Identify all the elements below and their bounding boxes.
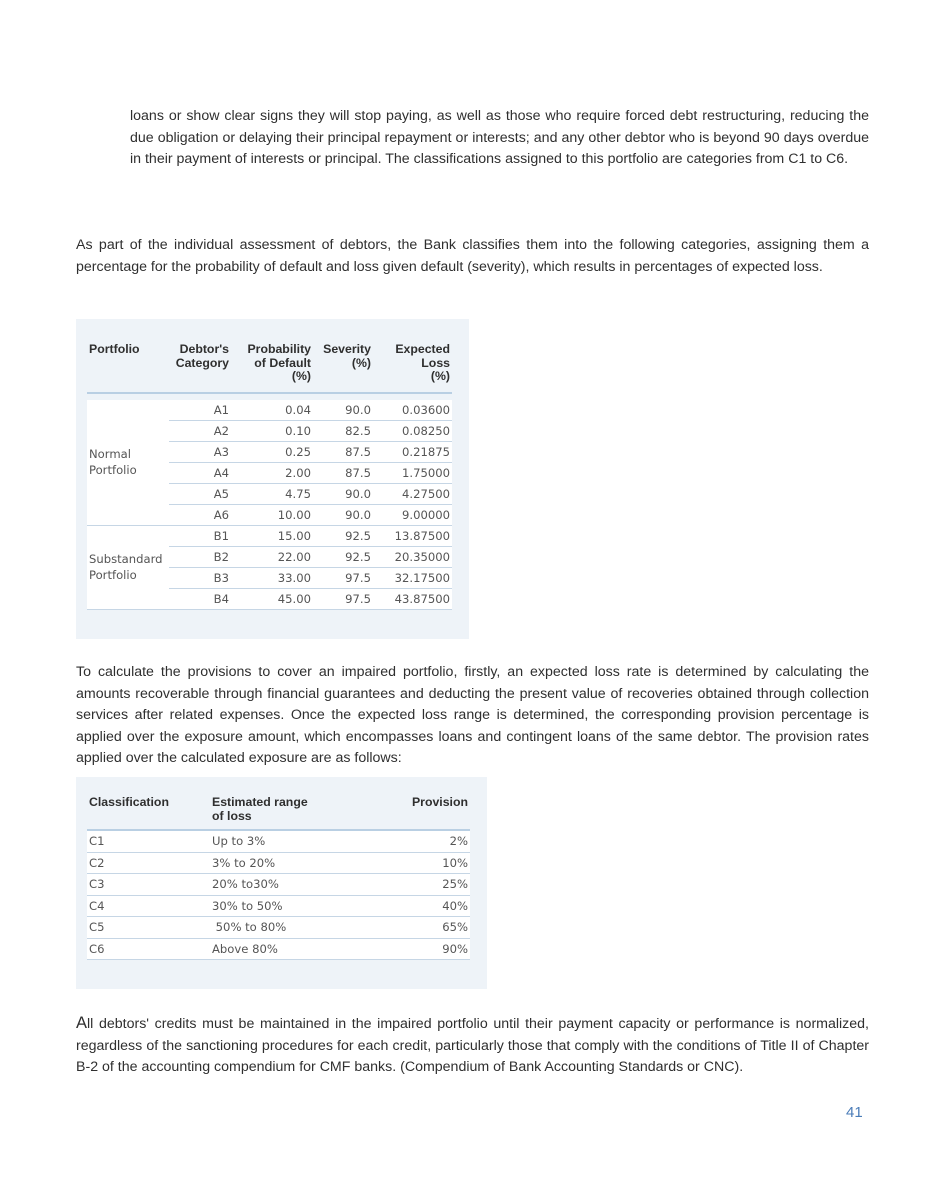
cell-range: Up to 3%	[210, 830, 380, 852]
header-portfolio: Portfolio	[87, 340, 169, 393]
cell-severity: 90.0	[313, 400, 373, 421]
cell-pd: 10.00	[231, 504, 313, 525]
cell-provision: 10%	[380, 852, 470, 874]
debtor-categories-table	[87, 340, 452, 610]
cell-severity: 97.5	[313, 588, 373, 609]
table-header-row	[87, 793, 470, 830]
cell-expected-loss: 0.21875	[373, 441, 452, 462]
final-paragraph	[76, 1013, 869, 1079]
cell-category: B3	[169, 567, 231, 588]
table-row	[87, 830, 470, 852]
cell-severity: 87.5	[313, 462, 373, 483]
final-paragraph-text: ll debtors' credits must be maintained in the impaired portfolio until their payment capacity or performance is normalized, regardless of the sanctioning procedures for each credit, particularly those that comply with the conditions of Title II of Chapter B-2 of the accounting compendium for CMF banks. (Compendium of Bank Accounting Standards or CNC).	[76, 1016, 869, 1076]
cell-severity: 90.0	[313, 483, 373, 504]
cell-classification: C1	[87, 830, 210, 852]
cell-expected-loss: 1.75000	[373, 462, 452, 483]
header-expected-loss: Expected Loss (%)	[373, 340, 452, 393]
cell-severity: 97.5	[313, 567, 373, 588]
cell-expected-loss: 43.87500	[373, 588, 452, 609]
cell-classification: C5	[87, 917, 210, 939]
header-debtor-category: Debtor's Category	[169, 340, 231, 393]
table-header-row	[87, 340, 452, 393]
cell-provision: 65%	[380, 917, 470, 939]
cell-category: A2	[169, 420, 231, 441]
debtor-categories-table-panel	[76, 319, 469, 639]
table-row	[87, 874, 470, 896]
cell-range: 30% to 50%	[210, 895, 380, 917]
cell-category: B2	[169, 546, 231, 567]
table-row	[87, 525, 452, 546]
table-row	[87, 917, 470, 939]
cell-category: B1	[169, 525, 231, 546]
intro-paragraph: loans or show clear signs they will stop paying, as well as those who require forced debt restructuring, reducing the due obligation or delaying their principal repayment or interests; and any other debtor who is beyond 90 days overdue in their payment of interests or principal. The classifications assigned to this portfolio are categories from C1 to C6.	[130, 108, 869, 168]
cell-range: 50% to 80%	[210, 917, 380, 939]
header-probability-of-default: Probability of Default (%)	[231, 340, 313, 393]
cell-expected-loss: 0.08250	[373, 420, 452, 441]
header-severity: Severity (%)	[313, 340, 373, 393]
provision-rates-table	[87, 793, 470, 960]
provision-rates-table-panel	[76, 777, 487, 989]
table-row	[87, 938, 470, 960]
cell-category: B4	[169, 588, 231, 609]
table-row	[87, 852, 470, 874]
cell-category: A6	[169, 504, 231, 525]
cell-severity: 92.5	[313, 525, 373, 546]
cell-expected-loss: 4.27500	[373, 483, 452, 504]
cell-category: A3	[169, 441, 231, 462]
cell-provision: 2%	[380, 830, 470, 852]
cell-pd: 2.00	[231, 462, 313, 483]
cell-range: Above 80%	[210, 938, 380, 960]
header-classification: Classification	[87, 793, 210, 830]
cell-provision: 40%	[380, 895, 470, 917]
cell-pd: 0.25	[231, 441, 313, 462]
table-row	[87, 895, 470, 917]
header-estimated-range: Estimated range of loss	[210, 793, 380, 830]
provisions-paragraph: To calculate the provisions to cover an impaired portfolio, firstly, an expected loss rate is determined by calculating the amounts recoverable through financial guarantees and deducting the present value of recoveries obtained through collection services after related expenses. Once the expected loss range is determined, the corresponding provision percentage is applied over the exposure amount, which encompasses loans and contingent loans of the same debtor. The provision rates applied over the calculated exposure are as follows:	[76, 664, 869, 767]
assessment-paragraph: As part of the individual assessment of debtors, the Bank classifies them into the following categories, assigning them a percentage for the probability of default and loss given default (severity), which results in percentages of expected loss.	[76, 237, 869, 275]
cell-pd: 15.00	[231, 525, 313, 546]
cell-pd: 4.75	[231, 483, 313, 504]
cell-classification: C2	[87, 852, 210, 874]
cell-pd: 22.00	[231, 546, 313, 567]
cell-classification: C6	[87, 938, 210, 960]
cell-category: A1	[169, 400, 231, 421]
group-label-substandard-portfolio: Substandard Portfolio	[87, 525, 169, 609]
cell-pd: 0.04	[231, 400, 313, 421]
cell-range: 3% to 20%	[210, 852, 380, 874]
cell-expected-loss: 20.35000	[373, 546, 452, 567]
cell-severity: 92.5	[313, 546, 373, 567]
cell-category: A4	[169, 462, 231, 483]
cell-provision: 90%	[380, 938, 470, 960]
header-provision: Provision	[380, 793, 470, 830]
cell-expected-loss: 13.87500	[373, 525, 452, 546]
final-paragraph-initial: A	[76, 1014, 88, 1032]
cell-severity: 90.0	[313, 504, 373, 525]
cell-pd: 33.00	[231, 567, 313, 588]
cell-severity: 82.5	[313, 420, 373, 441]
cell-classification: C3	[87, 874, 210, 896]
cell-expected-loss: 0.03600	[373, 400, 452, 421]
cell-pd: 45.00	[231, 588, 313, 609]
cell-classification: C4	[87, 895, 210, 917]
table-row	[87, 400, 452, 421]
cell-expected-loss: 9.00000	[373, 504, 452, 525]
group-label-normal-portfolio: Normal Portfolio	[87, 400, 169, 526]
cell-pd: 0.10	[231, 420, 313, 441]
cell-category: A5	[169, 483, 231, 504]
cell-severity: 87.5	[313, 441, 373, 462]
cell-range: 20% to30%	[210, 874, 380, 896]
cell-expected-loss: 32.17500	[373, 567, 452, 588]
cell-provision: 25%	[380, 874, 470, 896]
page-number: 41	[846, 1104, 863, 1121]
